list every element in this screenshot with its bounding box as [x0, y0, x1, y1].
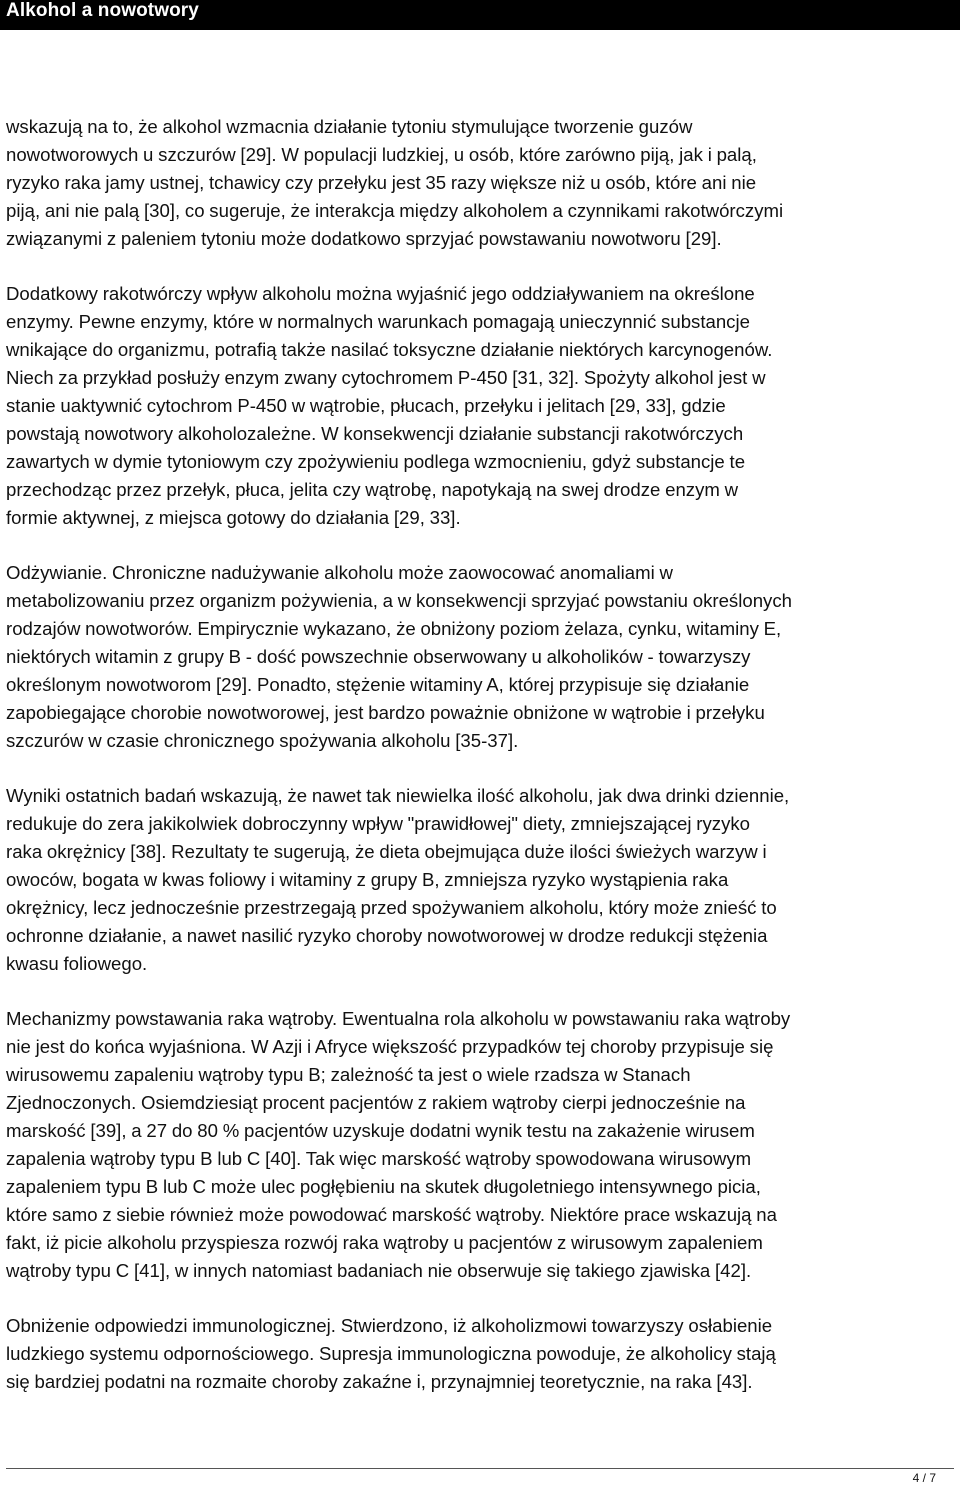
paragraph-enzymes: Dodatkowy rakotwórczy wpływ alkoholu można wyjaśnić jego oddziaływaniem na określone enzymy. Pewne enzymy, które w normalnych warunkach pomagają unieczynnić substancje wnikające do organizmu, potrafią także nasilać toksyczne działanie niektórych karcynogenów. Niech za przykład posłuży enzym zwany cytochromem P-450 [31, 32]. Spożyty alkohol jest w stanie uaktywnić cytochrom P-450 w wątrobie, płucach, przełyku i jelitach [29, 33], gdzie powstają nowotwory alkoholozależne. W konsekwencji działanie substancji rakotwórczych zawartych w dymie tytoniowym czy zpożywieniu podlega wzmocnieniu, gdyż substancje te przechodząc przez przełyk, płuca, jelita czy wątrobę, napotykają na swej drodze enzym w formie aktywnej, z miejsca gotowy do działania [29, 33].: [6, 283, 773, 528]
header-bar: [0, 0, 960, 30]
paragraph-recent-research: Wyniki ostatnich badań wskazują, że nawet tak niewielka ilość alkoholu, jak dwa drinki dziennie, redukuje do zera jakikolwiek dobroczynny wpływ "prawidłowej" diety, zmniejszającej ryzyko raka okrężnicy [38]. Rezultaty te sugerują, że dieta obejmująca duże ilości świeżych warzyw i owoców, bogata w kwas foliowy i witaminy z grupy B, zmniejsza ryzyko wystąpienia raka okrężnicy, lecz jednocześnie przestrzegają przed spożywaniem alkoholu, który może znieść to ochronne działanie, a nawet nasilić ryzyko choroby nowotworowej w drodze redukcji stężenia kwasu foliowego.: [6, 785, 790, 974]
paragraph-tobacco-interaction: wskazują na to, że alkohol wzmacnia działanie tytoniu stymulujące tworzenie guzów nowotworowych u szczurów [29]. W populacji ludzkiej, u osób, które zarówno piją, jak i palą, ryzyko raka jamy ustnej, tchawicy czy przełyku jest 35 razy większe niż u osób, które ani nie piją, ani nie palą [30], co sugeruje, że interakcja między alkoholem a czynnikami rakotwórczymi związanymi z paleniem tytoniu może dodatkowo sprzyjać powstawaniu nowotworu [29].: [6, 116, 784, 249]
document-body: [6, 113, 954, 1396]
footer-divider: [6, 1468, 954, 1469]
page-number: 4 / 7: [912, 1471, 936, 1485]
paragraph-immune-response: Obniżenie odpowiedzi immunologicznej. Stwierdzono, iż alkoholizmowi towarzyszy osłabienie ludzkiego systemu odpornościowego. Supresja immunologiczna powoduje, że alkoholicy stają się bardziej podatni na rozmaite choroby zakaźne i, przynajmniej teoretycznie, na raka [43].: [6, 1315, 776, 1392]
page-title: Alkohol a nowotwory: [6, 0, 199, 21]
paragraph-nutrition: Odżywianie. Chroniczne nadużywanie alkoholu może zaowocować anomaliami w metabolizowaniu przez organizm pożywienia, a w konsekwencji sprzyjać powstaniu określonych rodzajów nowotworów. Empirycznie wykazano, że obniżony poziom żelaza, cynku, witaminy E, niektórych witamin z grupy B - dość powszechnie obserwowany u alkoholików - towarzyszy określonym nowotworom [29]. Ponadto, stężenie witaminy A, której przypisuje się działanie zapobiegające chorobie nowotworowej, jest bardzo poważnie obniżone w wątrobie i przełyku szczurów w czasie chronicznego spożywania alkoholu [35-37].: [6, 562, 792, 751]
paragraph-liver-cancer: Mechanizmy powstawania raka wątroby. Ewentualna rola alkoholu w powstawaniu raka wątroby nie jest do końca wyjaśniona. W Azji i Afryce większość przypadków tej choroby przypisuje się wirusowemu zapaleniu wątroby typu B; zależność ta jest o wiele rzadsza w Stanach Zjednoczonych. Osiemdziesiąt procent pacjentów z rakiem wątroby cierpi jednocześnie na marskość [39], a 27 do 80 % pacjentów uzyskuje dodatni wynik testu na zakażenie wirusem zapalenia wątroby typu B lub C [40]. Tak więc marskość wątroby spowodowana wirusowym zapaleniem typu B lub C może ulec pogłębieniu na skutek długoletniego intensywnego picia, które samo z siebie również może powodować marskość wątroby. Niektóre prace wskazują na fakt, iż picie alkoholu przyspiesza rozwój raka wątroby u pacjentów z wirusowym zapaleniem wątroby typu C [41], w innych natomiast badaniach nie obserwuje się takiego zjawiska [42].: [6, 1008, 791, 1281]
